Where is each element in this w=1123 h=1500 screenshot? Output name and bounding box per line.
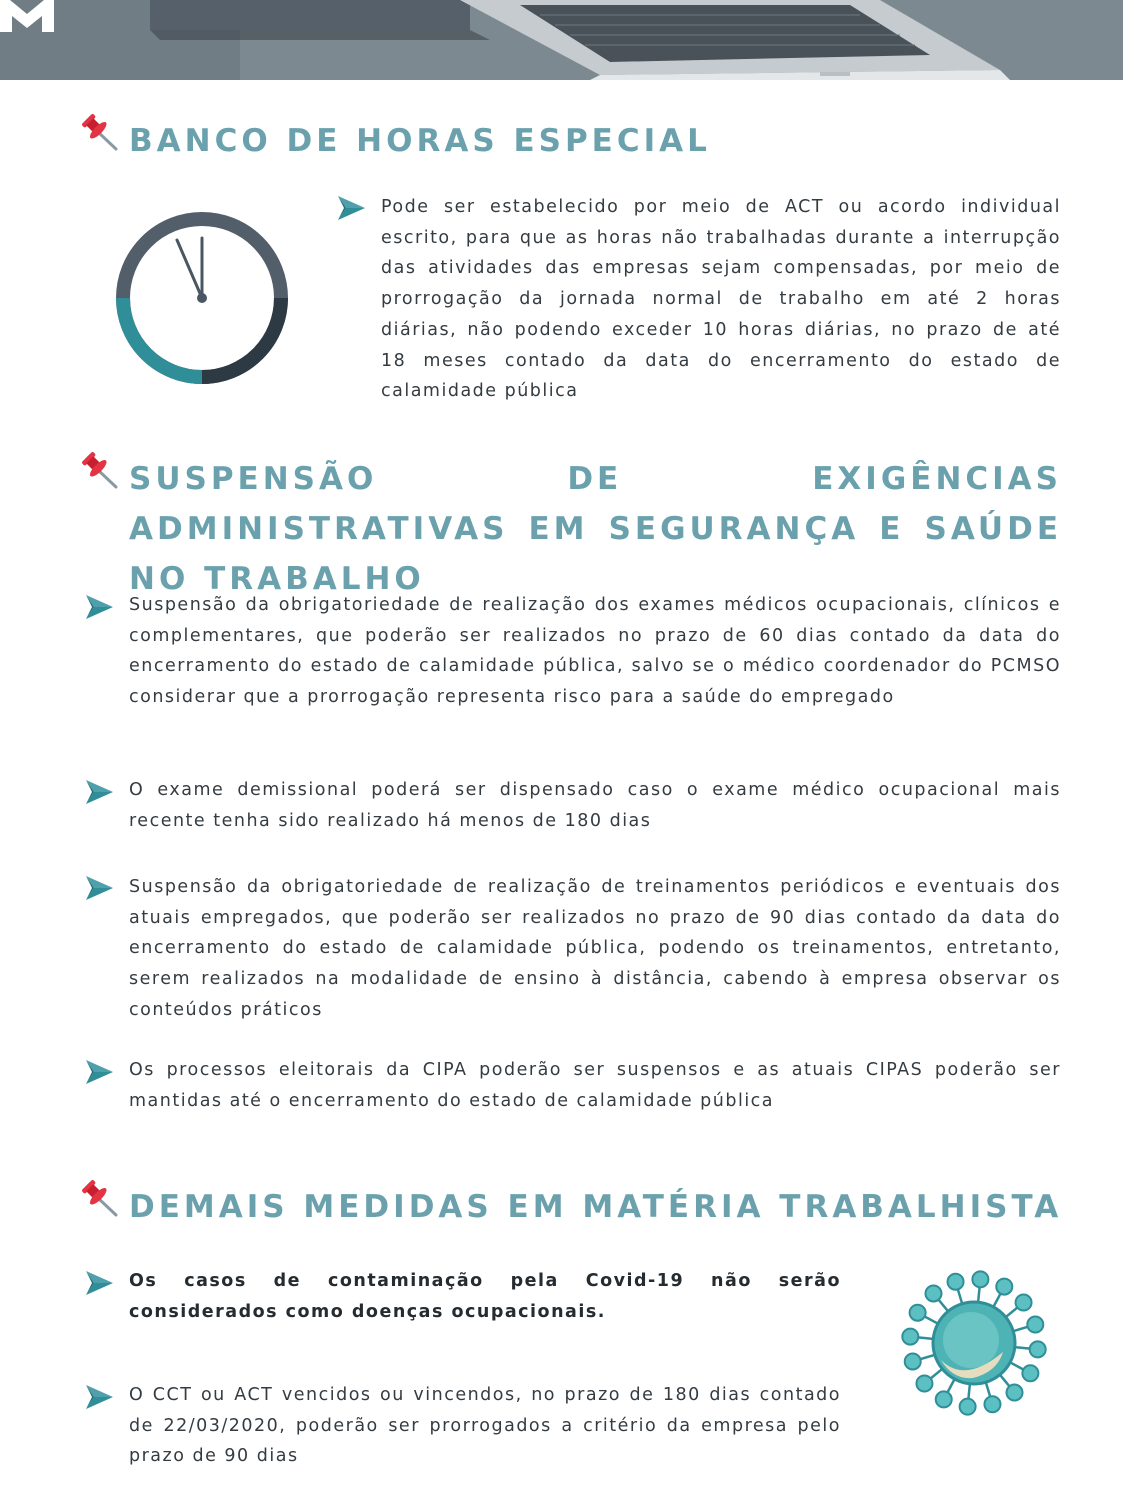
bullet-arrow-icon bbox=[86, 1059, 114, 1085]
section-title-demais-medidas: DEMAIS MEDIDAS EM MATÉRIA TRABALHISTA bbox=[129, 1189, 1063, 1225]
bullet-arrow-icon bbox=[86, 1270, 114, 1296]
section-title-banco-de-horas: BANCO DE HORAS ESPECIAL bbox=[129, 123, 711, 159]
bullet-arrow-icon bbox=[338, 195, 366, 221]
paragraph-cct-act: O CCT ou ACT vencidos ou vincendos, no prazo de 180 dias contado de 22/03/2020, poderão ser prorrogados a critério da empresa pelo prazo de 90 dias bbox=[129, 1385, 841, 1467]
bullet-arrow-icon bbox=[86, 1384, 114, 1410]
header-banner bbox=[0, 0, 1123, 80]
section-title-suspensao: SUSPENSÃO DE EXIGÊNCIAS ADMINISTRATIVAS EM SEGURANÇA E SAÚDE NO TRABALHO bbox=[129, 461, 1062, 597]
paragraph-exame-demissional: O exame demissional poderá ser dispensado caso o exame médico ocupacional mais recente tenha sido realizado há menos de 180 dias bbox=[129, 780, 1061, 831]
bullet-arrow-icon bbox=[86, 779, 114, 805]
paragraph-treinamentos: Suspensão da obrigatoriedade de realização de treinamentos periódicos e eventuais dos atuais empregados, que poderão ser realizados no prazo de 90 dias contado da data do encerramento do estado de calamidade pública, podendo os treinamentos, entretanto, serem realizados na modalidade de ensino à distância, cabendo à empresa observar os conteúdos práticos bbox=[129, 877, 1061, 1020]
bullet-arrow-icon bbox=[86, 875, 114, 901]
paragraph-banco-horas: Pode ser estabelecido por meio de ACT ou acordo individual escrito, para que as horas não trabalhadas durante a interrupção das atividades das empresas sejam compensadas, por meio de prorrogação da jornada normal de trabalho em até 2 horas diárias, não podendo exceder 10 horas diárias, no prazo de até 18 meses contado da data do encerramento do estado de calamidade pública bbox=[381, 197, 1061, 402]
bullet-arrow-icon bbox=[86, 594, 114, 620]
paragraph-cipa: Os processos eleitorais da CIPA poderão ser suspensos e as atuais CIPAS poderão ser mantidas até o encerramento do estado de calamidade pública bbox=[129, 1060, 1061, 1111]
paragraph-exames-medicos: Suspensão da obrigatoriedade de realização dos exames médicos ocupacionais, clínicos e complementares, que poderão ser realizados no prazo de 60 dias contado da data do encerramento do estado de calamidade pública, salvo se o médico coordenador do PCMSO considerar que a prorrogação representa risco para a saúde do empregado bbox=[129, 595, 1061, 708]
clock-icon bbox=[112, 208, 292, 388]
pushpin-icon bbox=[80, 450, 120, 490]
m-logo-icon bbox=[0, 0, 54, 32]
virus-icon bbox=[895, 1264, 1053, 1422]
pushpin-icon bbox=[80, 112, 120, 152]
pushpin-icon bbox=[80, 1178, 120, 1218]
laptop-photo bbox=[0, 0, 1123, 80]
paragraph-covid-contaminacao: Os casos de contaminação pela Covid-19 não serão considerados como doenças ocupacionais. bbox=[129, 1271, 841, 1322]
